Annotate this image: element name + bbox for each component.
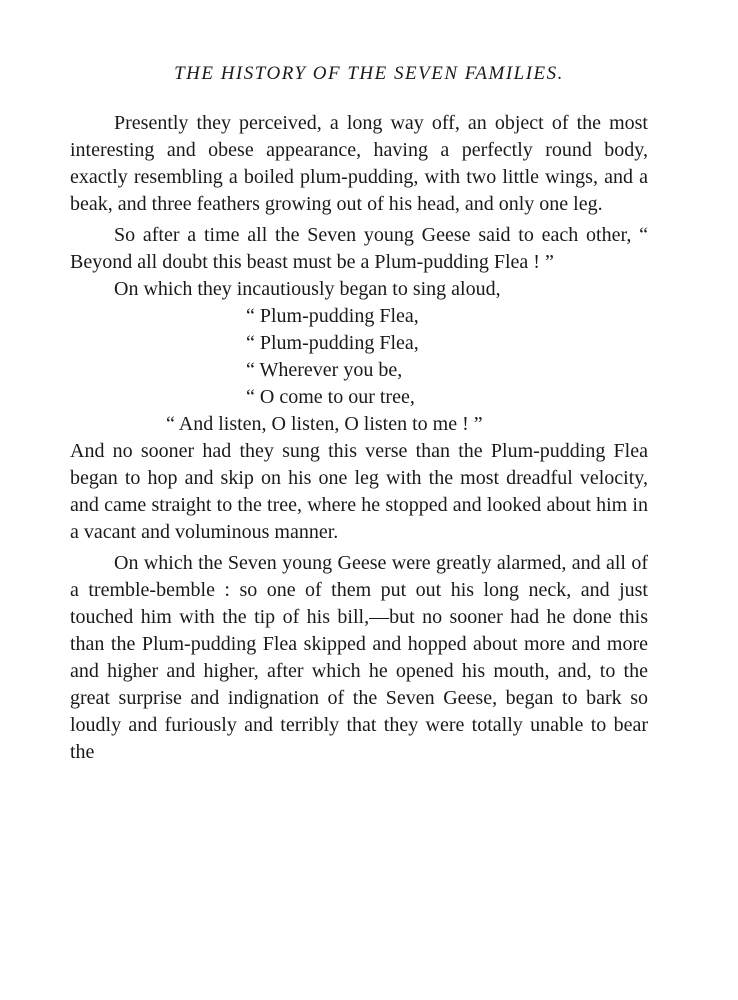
paragraph-4: And no sooner had they sung this verse than the Plum-pudding Flea began to hop and skip on his one leg with the most dreadful velocity, and came straight to the tree, where he stopped and looked about him in a vacant and voluminous manner.	[70, 440, 648, 543]
paragraph-2: So after a time all the Seven young Geese said to each other, “ Beyond all doubt this beast must be a Plum-pudding Flea ! ”	[70, 224, 648, 273]
body-text	[70, 110, 648, 766]
running-head: THE HISTORY OF THE SEVEN FAMILIES.	[174, 63, 564, 84]
paragraph-5: On which the Seven young Geese were greatly alarmed, and all of a tremble-bemble : so one of them put out his long neck, and just touched him with the tip of his bill,—but no sooner had he done this than the Plum-pudding Flea skipped and hopped about more and more and higher and higher, after which he opened his mouth, and, to the great surprise and indignation of the Seven Geese, began to bark so loudly and furiously and terribly that they were totally unable to bear the	[70, 552, 648, 763]
verse-line-1: “ Plum-pudding Flea,	[246, 305, 419, 327]
verse-line-5: “ And listen, O listen, O listen to me ! ”	[166, 413, 483, 435]
verse-line-4: “ O come to our tree,	[246, 386, 415, 408]
paragraph-1: Presently they perceived, a long way off, an object of the most interesting and obese appearance, having a perfectly round body, exactly resembling a boiled plum-pudding, with two little wings, and a beak, and three feathers growing out of his head, and only one leg.	[70, 112, 648, 215]
verse-block	[70, 303, 648, 438]
verse-line-3: “ Wherever you be,	[246, 359, 403, 381]
verse-line-2: “ Plum-pudding Flea,	[246, 332, 419, 354]
paragraph-3: On which they incautiously began to sing aloud,	[114, 278, 501, 300]
